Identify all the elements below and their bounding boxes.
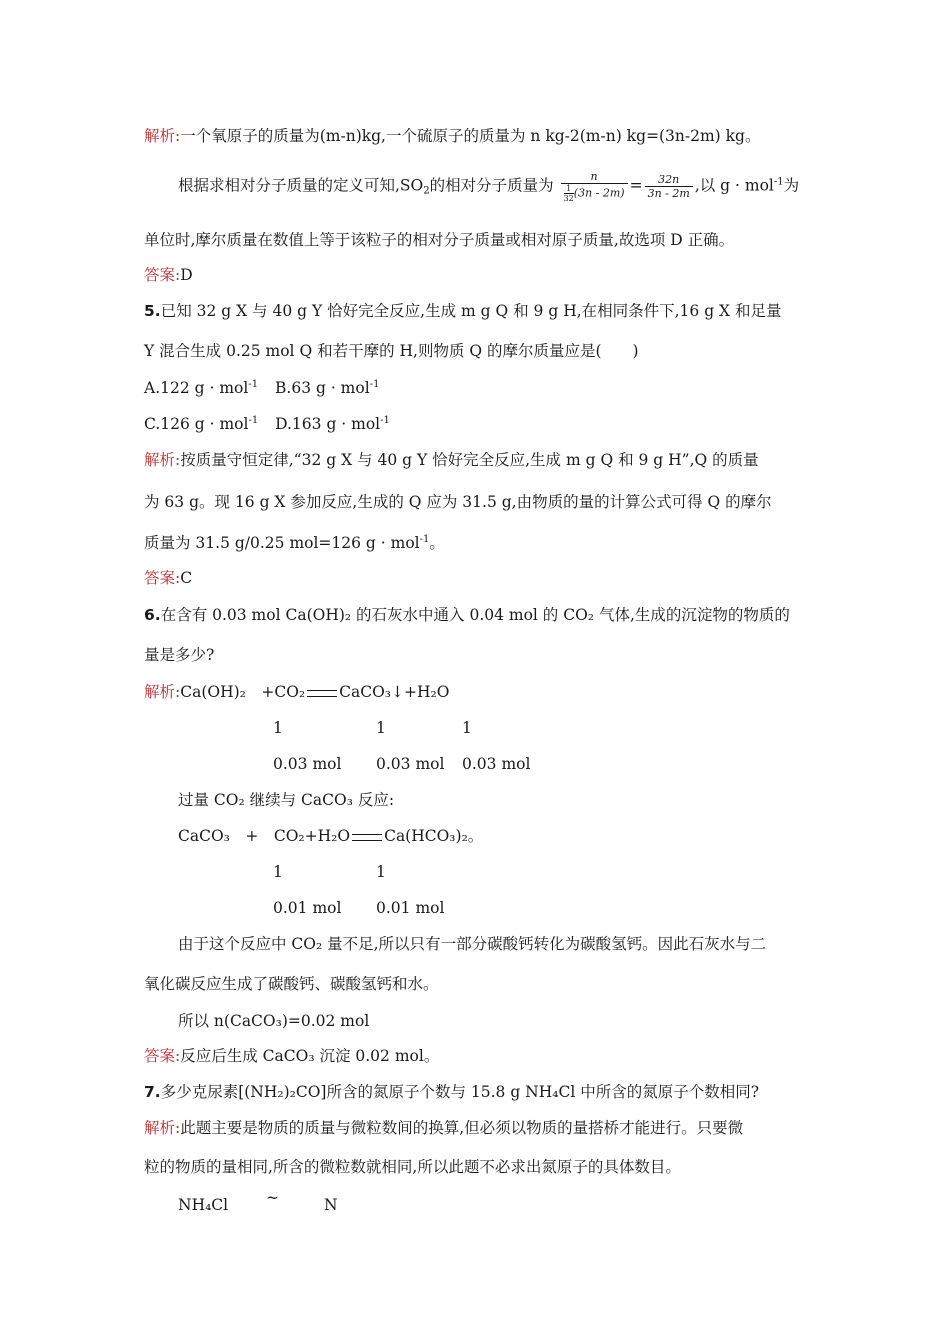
analysis-text: 为 63 g。现 16 g X 参加反应,生成的 Q 应为 31.5 g,由物质的量的计算公式可得 Q 的摩尔 bbox=[144, 493, 772, 511]
ratio-value: 1 bbox=[273, 719, 283, 737]
option-a: A.122 g · mol bbox=[144, 379, 249, 397]
superscript: -1 bbox=[419, 534, 430, 545]
fraction-numerator: 32n bbox=[645, 173, 693, 187]
option-c: C.126 g · mol bbox=[144, 415, 249, 433]
option-d: D.163 g · mol bbox=[275, 415, 381, 433]
ratio-value: 1 bbox=[462, 719, 472, 737]
answer-text: C bbox=[180, 569, 193, 587]
amount-value: 0.03 mol bbox=[462, 755, 531, 773]
question-6-line bbox=[144, 645, 214, 665]
analysis-line bbox=[178, 790, 394, 810]
equation-right: Ca(HCO₃)₂。 bbox=[384, 827, 484, 845]
answer-label: 答案: bbox=[144, 569, 181, 587]
equation-left: CaCO₃ + CO₂+H₂O bbox=[178, 827, 351, 845]
inner-rest: (3n - 2m) bbox=[573, 186, 625, 200]
analysis-text: 为 bbox=[783, 176, 800, 195]
analysis-text: 一个氧原子的质量为(m-n)kg,一个硫原子的质量为 n kg-2(m-n) kg=(3n-2m) kg。 bbox=[180, 127, 761, 145]
superscript: -1 bbox=[248, 415, 259, 426]
analysis-line bbox=[144, 1118, 743, 1138]
analysis-text: 按质量守恒定律,“32 g X 与 40 g Y 恰好完全反应,生成 m g Q 和 9 g H”,Q 的质量 bbox=[180, 451, 759, 469]
relation-right: N bbox=[324, 1196, 338, 1214]
superscript: -1 bbox=[369, 379, 380, 390]
equation-right: CaCO₃↓+H₂O bbox=[339, 683, 450, 701]
amount-value: 0.01 mol bbox=[273, 899, 342, 917]
question-text: 已知 32 g X 与 40 g Y 恰好完全反应,生成 m g Q 和 9 g H,在相同条件下,16 g X 和足量 bbox=[160, 302, 782, 320]
answer-label: 答案: bbox=[144, 266, 181, 284]
question-number: 5. bbox=[144, 302, 161, 320]
answer-text: 反应后生成 CaCO₃ 沉淀 0.02 mol。 bbox=[180, 1047, 440, 1065]
question-number: 6. bbox=[144, 606, 161, 624]
analysis-text: 氧化碳反应生成了碳酸钙、碳酸氢钙和水。 bbox=[144, 975, 439, 993]
fraction-numerator: n bbox=[561, 170, 628, 184]
analysis-line bbox=[178, 1011, 369, 1031]
analysis-label: 解析: bbox=[144, 683, 181, 701]
analysis-line-formula: 根据求相对分子质量的定义可知$,SO_2$的相对分子质量为 n $\frac{1}{32}$ (3n - 2m) = $\frac{32n}{3n - 2m}$ ,以 g · mol$^{-1}$为 bbox=[178, 170, 800, 203]
analysis-text: 。 bbox=[429, 534, 445, 552]
inner-denominator: 32 bbox=[563, 194, 574, 203]
analysis-text: 根据求相对分子质量的定义可知,SO bbox=[178, 176, 424, 195]
analysis-text: 所以 n(CaCO₃)=0.02 mol bbox=[178, 1012, 370, 1030]
ratio-value: 1 bbox=[376, 863, 386, 881]
answer-label: 答案: bbox=[144, 1047, 181, 1065]
analysis-text: ,以 g · mol bbox=[694, 176, 774, 195]
options-row bbox=[144, 414, 390, 434]
superscript: -1 bbox=[248, 379, 259, 390]
answer-line bbox=[144, 1046, 439, 1066]
analysis-line bbox=[144, 126, 760, 146]
analysis-text: 单位时,摩尔质量在数值上等于该粒子的相对分子质量或相对原子质量,故选项 D 正确。 bbox=[144, 231, 735, 249]
analysis-line bbox=[144, 450, 759, 470]
fraction-denominator: 3n - 2m bbox=[647, 187, 690, 200]
option-b: B.63 g · mol bbox=[275, 379, 370, 397]
amount-value: 0.03 mol bbox=[273, 755, 342, 773]
ratio-value: 1 bbox=[273, 863, 283, 881]
analysis-text: 由于这个反应中 CO₂ 量不足,所以只有一部分碳酸钙转化为碳酸氢钙。因此石灰水与二 bbox=[178, 935, 767, 953]
question-5-line bbox=[144, 341, 639, 361]
question-text: Y 混合生成 0.25 mol Q 和若干摩的 H,则物质 Q 的摩尔质量应是( ) bbox=[144, 342, 639, 360]
analysis-line bbox=[144, 492, 772, 512]
analysis-text: 的相对分子质量为 bbox=[429, 176, 554, 195]
question-7-line bbox=[144, 1082, 759, 1102]
analysis-line bbox=[144, 1157, 681, 1177]
question-number: 7. bbox=[144, 1083, 161, 1101]
question-text: 量是多少? bbox=[144, 646, 215, 664]
fraction-formula-2 bbox=[645, 173, 693, 200]
equation-left: Ca(OH)₂ +CO₂ bbox=[180, 683, 306, 701]
equals-sign bbox=[307, 690, 337, 697]
equation-line bbox=[178, 826, 483, 846]
analysis-line bbox=[178, 934, 766, 954]
question-text: 在含有 0.03 mol Ca(OH)₂ 的石灰水中通入 0.04 mol 的 CO₂ 气体,生成的沉淀物的物质的 bbox=[160, 606, 790, 624]
answer-line bbox=[144, 265, 193, 285]
answer-text: D bbox=[180, 266, 193, 284]
analysis-line bbox=[144, 230, 734, 250]
analysis-label: 解析: bbox=[144, 127, 181, 145]
question-text: 多少克尿素[(NH₂)₂CO]所含的氮原子个数与 15.8 g NH₄Cl 中所含的氮原子个数相同? bbox=[160, 1083, 760, 1101]
fraction-denominator bbox=[561, 184, 628, 203]
analysis-line bbox=[144, 533, 445, 553]
question-6-line bbox=[144, 605, 790, 625]
analysis-text: 过量 CO₂ 继续与 CaCO₃ 反应: bbox=[178, 791, 395, 809]
analysis-label: 解析: bbox=[144, 451, 181, 469]
ratio-value: 1 bbox=[376, 719, 386, 737]
analysis-text: 质量为 31.5 g/0.25 mol=126 g · mol bbox=[144, 534, 420, 552]
options-row bbox=[144, 378, 379, 398]
equation-line bbox=[144, 682, 449, 702]
fraction-formula bbox=[561, 170, 628, 203]
superscript: -1 bbox=[380, 415, 390, 426]
amount-value: 0.01 mol bbox=[376, 899, 445, 917]
amount-value: 0.03 mol bbox=[376, 755, 445, 773]
answer-line bbox=[144, 568, 192, 588]
analysis-text: 粒的物质的量相同,所含的微粒数就相同,所以此题不必求出氮原子的具体数目。 bbox=[144, 1158, 681, 1176]
analysis-text: 此题主要是物质的质量与微粒数间的换算,但必须以物质的量搭桥才能进行。只要微 bbox=[180, 1119, 744, 1137]
analysis-label: 解析: bbox=[144, 1119, 181, 1137]
relation-left: NH₄Cl bbox=[178, 1196, 229, 1214]
question-5-line bbox=[144, 301, 782, 321]
relation-tilde: ~ bbox=[266, 1189, 279, 1207]
inner-numerator: 1 bbox=[564, 184, 574, 194]
analysis-line bbox=[144, 974, 439, 994]
equals-sign bbox=[352, 834, 382, 841]
